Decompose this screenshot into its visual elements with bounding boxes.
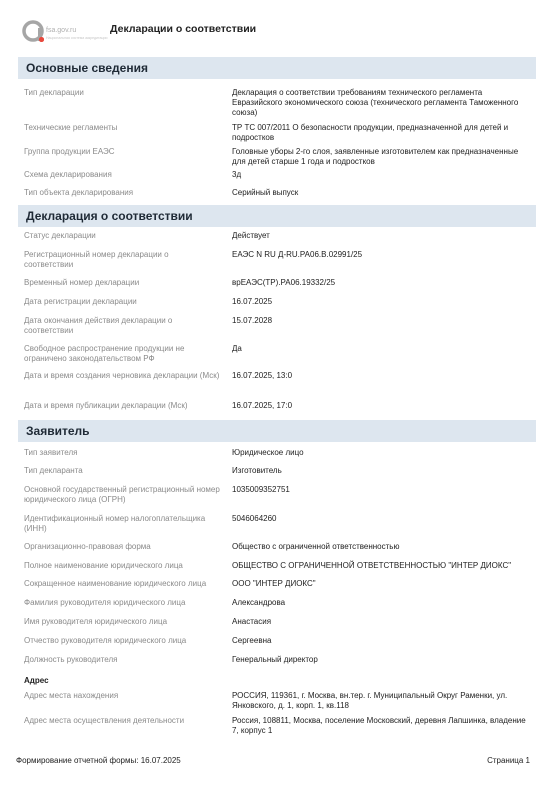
- field-label: Сокращенное наименование юридического лица: [24, 579, 207, 588]
- field-label: Технические регламенты: [24, 123, 118, 132]
- field-value: Да: [232, 344, 242, 353]
- address-subheading: Адрес: [24, 676, 49, 685]
- field-value: Россия, 108811, Москва, поселение Московский, деревня Лапшинка, владение 7, корпус 1: [232, 716, 526, 735]
- field-label: Имя руководителя юридического лица: [24, 617, 168, 626]
- field-label: Свободное распространение продукции не ограничено законодательством РФ: [24, 344, 185, 363]
- field-label: Тип декларации: [24, 88, 84, 97]
- field-label: Дата и время публикации декларации (Мск): [24, 401, 188, 410]
- section-title: Декларация о соответствии: [26, 209, 193, 223]
- field-value: Юридическое лицо: [232, 448, 304, 457]
- field-label: Статус декларации: [24, 231, 96, 240]
- fsa-logo-icon: [22, 20, 44, 42]
- field-value: ТР ТС 007/2011 О безопасности продукции, предназначенной для детей и подростков: [232, 123, 509, 142]
- field-label: Идентификационный номер налогоплательщика (ИНН): [24, 514, 206, 533]
- field-value: Сергеевна: [232, 636, 272, 645]
- field-value: Декларация о соответствии требованиям технического регламента Евразийского экономического союза (технического регламента Таможенного союза): [232, 88, 519, 117]
- field-label: Основной государственный регистрационный номер юридического лица (ОГРН): [24, 485, 220, 504]
- field-label: Дата окончания действия декларации о соответствии: [24, 316, 173, 335]
- field-label: Дата и время создания черновика декларации (Мск): [24, 371, 220, 380]
- field-value: 16.07.2025, 13:0: [232, 371, 293, 380]
- section-applicant: [18, 420, 536, 442]
- field-value: РОССИЯ, 119361, г. Москва, вн.тер. г. Муниципальный Округ Раменки, ул. Янковского, д. 1, корп. 1, кв.118: [232, 691, 508, 710]
- field-value: Анастасия: [232, 617, 272, 626]
- logo-subtitle: Национальная система аккредитации: [46, 36, 108, 40]
- field-value: 5046064260: [232, 514, 277, 523]
- field-value: Изготовитель: [232, 466, 282, 475]
- field-value: Головные уборы 2-го слоя, заявленные изготовителем как предназначенные для детей старше 1 года и подростков: [232, 147, 519, 166]
- field-value: Действует: [232, 231, 270, 240]
- page-number: Страница 1: [487, 756, 530, 765]
- logo-text: fsa.gov.ru: [46, 27, 77, 34]
- field-value: ЕАЭС N RU Д-RU.РА06.В.02991/25: [232, 250, 363, 259]
- field-label: Организационно-правовая форма: [24, 542, 151, 551]
- section-basic-info: [18, 57, 536, 79]
- field-label: Регистрационный номер декларации о соответствии: [24, 250, 169, 269]
- field-value: 15.07.2028: [232, 316, 273, 325]
- field-label: Отчество руководителя юридического лица: [24, 636, 187, 645]
- field-label: Тип объекта декларирования: [24, 188, 134, 197]
- field-label: Полное наименование юридического лица: [24, 561, 183, 570]
- field-value: 3д: [232, 170, 242, 179]
- section-title: Основные сведения: [26, 61, 148, 75]
- field-value: ООО "ИНТЕР ДИОКС": [232, 579, 316, 588]
- field-label: Дата регистрации декларации: [24, 297, 137, 306]
- field-label: Схема декларирования: [24, 170, 112, 179]
- section-declaration: [18, 205, 536, 227]
- field-label: Фамилия руководителя юридического лица: [24, 598, 186, 607]
- field-value: 16.07.2025: [232, 297, 273, 306]
- page-header: [0, 0, 554, 56]
- document-title: Декларации о соответствии: [110, 23, 257, 35]
- field-value: Генеральный директор: [232, 655, 318, 664]
- field-value: 1035009352751: [232, 485, 290, 494]
- fsa-logo: [22, 20, 108, 46]
- field-value: Серийный выпуск: [232, 188, 299, 197]
- field-label: Должность руководителя: [24, 655, 118, 664]
- field-value: 16.07.2025, 17:0: [232, 401, 293, 410]
- section-title: Заявитель: [26, 424, 90, 438]
- report-generated-date: Формирование отчетной формы: 16.07.2025: [16, 756, 181, 765]
- field-label: Тип заявителя: [24, 448, 78, 457]
- field-label: Тип декларанта: [24, 466, 83, 475]
- field-value: Общество с ограниченной ответственностью: [232, 542, 400, 551]
- field-label: Адрес места осуществления деятельности: [24, 716, 185, 725]
- field-value: врЕАЭС(ТР).РА06.19332/25: [232, 278, 336, 287]
- field-label: Адрес места нахождения: [24, 691, 119, 700]
- field-value: Александрова: [232, 598, 286, 607]
- field-value: ОБЩЕСТВО С ОГРАНИЧЕННОЙ ОТВЕТСТВЕННОСТЬЮ "ИНТЕР ДИОКС": [232, 561, 512, 570]
- field-label: Группа продукции ЕАЭС: [24, 147, 115, 156]
- field-label: Временный номер декларации: [24, 278, 140, 287]
